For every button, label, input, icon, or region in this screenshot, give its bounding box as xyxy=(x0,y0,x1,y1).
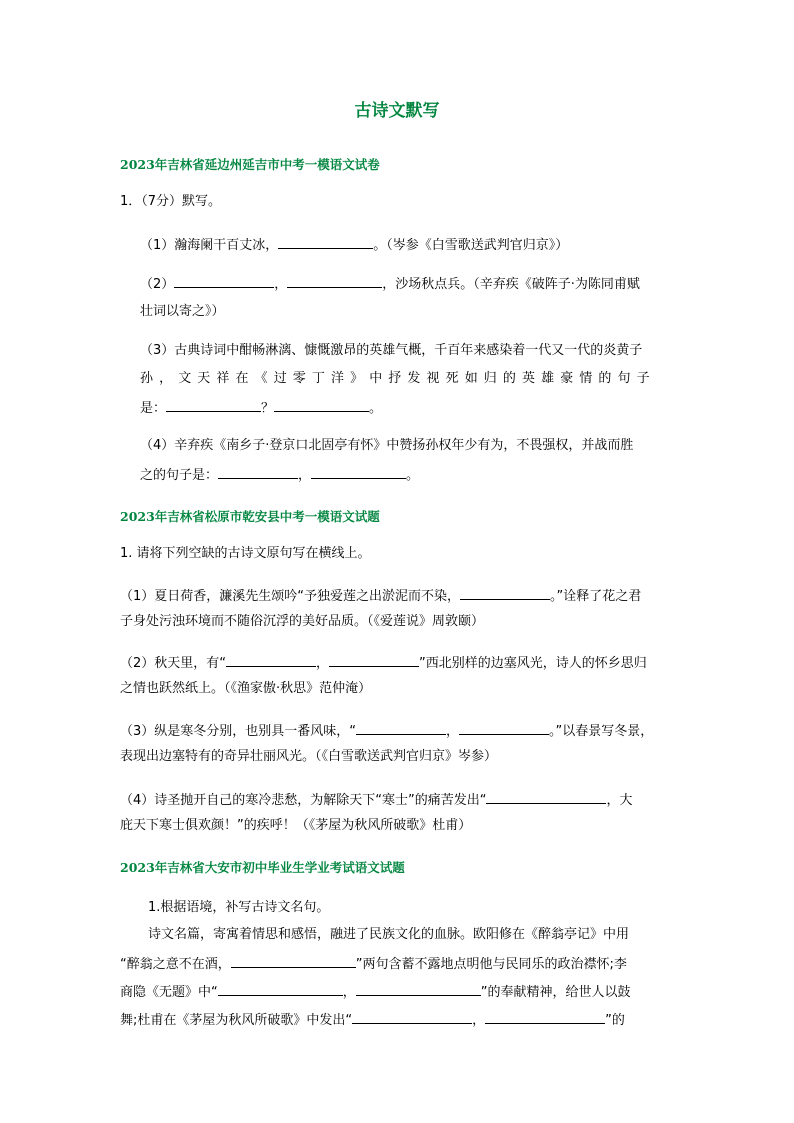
section-heading-3: 2023年吉林省大安市初中毕业生学业考试语文试题 xyxy=(120,860,405,875)
s2-item-2-cont: 之情也跃然纸上。（《渔家傲·秋思》范仲淹） xyxy=(120,681,372,696)
s1-item-2 xyxy=(140,275,640,293)
answer-blank[interactable] xyxy=(174,275,274,288)
s3-para-3 xyxy=(120,983,631,1001)
text: 。 xyxy=(406,468,420,483)
s2-item-3 xyxy=(120,722,653,740)
answer-blank[interactable] xyxy=(352,1011,472,1024)
text: ？ xyxy=(261,401,275,416)
text: （2） xyxy=(140,277,175,292)
text: （2）秋天里，有“ xyxy=(120,656,227,671)
s1-item-3: （3）古典诗词中酣畅淋漓、慷慨激昂的英雄气概，千百年来感染着一代又一代的炎黄子 xyxy=(140,343,643,358)
s1-item-3-cont: 孙，文天祥在《过零丁洋》中抒发视死如归的英雄豪情的句子 xyxy=(140,371,656,386)
text: “醉翁之意不在酒， xyxy=(120,957,231,972)
s2-item-1-cont: 子身处污浊环境而不随俗沉浮的美好品质。（《爱莲说》周敦颐） xyxy=(120,614,485,629)
text: ”两句含蓄不露地点明他与民同乐的政治襟怀;李 xyxy=(355,957,627,972)
s1-item-2-cont: 壮词以寄之》） xyxy=(140,304,225,319)
text: （1）夏日荷香，濂溪先生颂吟“予独爱莲之出淤泥而不染， xyxy=(120,589,461,604)
page-title: 古诗文默写 xyxy=(354,101,440,121)
text: ， xyxy=(298,468,312,483)
s2-item-1 xyxy=(120,587,641,605)
text: ，沙场秋点兵。（辛弃疾《破阵子·为陈同甫赋 xyxy=(382,277,640,292)
text: ， xyxy=(342,985,356,1000)
s2-item-4 xyxy=(120,791,633,809)
answer-blank[interactable] xyxy=(231,955,356,968)
text: ”的奉献精神，给世人以鼓 xyxy=(480,985,631,1000)
s1-item-1 xyxy=(140,236,568,254)
answer-blank[interactable] xyxy=(278,236,373,249)
s1-item-4: （4）辛弃疾《南乡子·登京口北固亭有怀》中赞扬孙权年少有为，不畏强权，并战而胜 xyxy=(140,438,634,453)
answer-blank[interactable] xyxy=(226,654,316,667)
s1-item-3-cont2 xyxy=(140,399,382,417)
text: ， xyxy=(316,656,330,671)
answer-blank[interactable] xyxy=(486,791,606,804)
text: （4）诗圣抛开自己的寒冷悲愁，为解除天下“寒士”的痛苦发出“ xyxy=(120,793,487,808)
answer-blank[interactable] xyxy=(274,399,369,412)
text: （1）瀚海阑干百丈冰， xyxy=(140,238,279,253)
text: 。”诠释了花之君 xyxy=(550,589,642,604)
text: 。”以春景写冬景， xyxy=(549,724,654,739)
text: 。（岑参《白雪歌送武判官归京》） xyxy=(373,238,569,253)
text: ”西北别样的边塞风光，诗人的怀乡思归 xyxy=(419,656,647,671)
answer-blank[interactable] xyxy=(166,399,261,412)
text: （3）纵是寒冬分别，也别具一番风味，“ xyxy=(120,724,357,739)
s2-item-2 xyxy=(120,654,647,672)
answer-blank[interactable] xyxy=(459,722,549,735)
s2-item-3-cont: 表现出边塞特有的奇异壮丽风光。（《白雪歌送武判官归京》岑参） xyxy=(120,749,498,764)
answer-blank[interactable] xyxy=(485,1011,605,1024)
text: 之的句子是： xyxy=(140,468,219,483)
text: ， xyxy=(274,277,288,292)
section-heading-1: 2023年吉林省延边州延吉市中考一模语文试卷 xyxy=(120,157,380,172)
text: ，大 xyxy=(606,793,633,808)
s3-para-4 xyxy=(120,1011,625,1029)
answer-blank[interactable] xyxy=(311,466,406,479)
question-3-1: 1.根据语境，补写古诗文名句。 xyxy=(148,900,330,915)
answer-blank[interactable] xyxy=(356,722,446,735)
answer-blank[interactable] xyxy=(329,654,419,667)
text: 舞;杜甫在《茅屋为秋风所破歌》中发出“ xyxy=(120,1013,353,1028)
answer-blank[interactable] xyxy=(287,275,382,288)
text: ， xyxy=(446,724,460,739)
s1-item-4-cont xyxy=(140,466,419,484)
answer-blank[interactable] xyxy=(460,587,550,600)
text: 。 xyxy=(369,401,383,416)
section-heading-2: 2023年吉林省松原市乾安县中考一模语文试题 xyxy=(120,509,380,524)
answer-blank[interactable] xyxy=(356,983,481,996)
text: 商隐《无题》中“ xyxy=(120,985,218,1000)
answer-blank[interactable] xyxy=(218,983,343,996)
answer-blank[interactable] xyxy=(218,466,298,479)
s3-para-1: 诗文名篇，寄寓着情思和感悟，融进了民族文化的血脉。欧阳修在《醉翁亭记》中用 xyxy=(148,927,630,942)
text: ”的 xyxy=(605,1013,625,1028)
text: 是： xyxy=(140,401,167,416)
s3-para-2 xyxy=(120,955,627,973)
s2-item-4-cont: 庇天下寒士俱欢颜！”的疾呼！（《茅屋为秋风所破歌》杜甫） xyxy=(120,818,472,833)
question-1-1: 1．（7分）默写。 xyxy=(120,194,222,209)
text: ， xyxy=(472,1013,486,1028)
question-2-1: 1. 请将下列空缺的古诗文原句写在横线上。 xyxy=(120,546,371,561)
